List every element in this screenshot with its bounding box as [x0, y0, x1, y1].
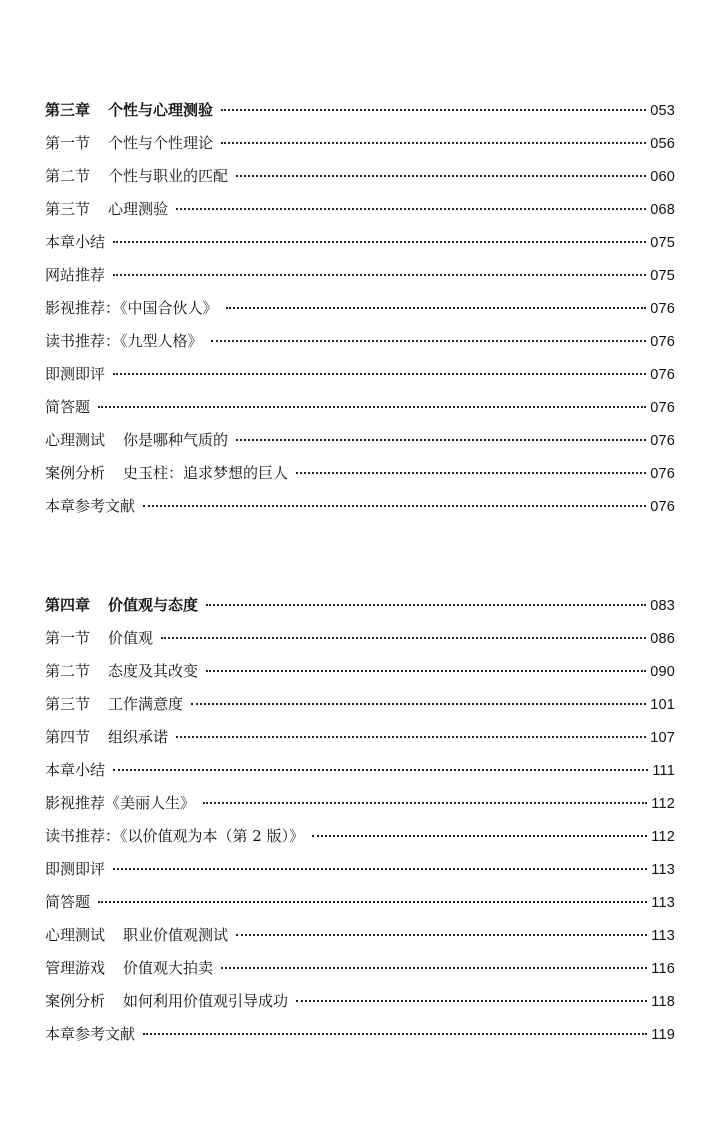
toc-entry-label [45, 127, 213, 160]
dot-leader [113, 867, 647, 870]
toc-entry-label [45, 292, 218, 325]
chapter-heading[interactable] [45, 94, 675, 127]
entry-prefix: 第三节 [45, 200, 91, 218]
toc-entry[interactable] [45, 820, 675, 853]
dot-leader [211, 339, 647, 342]
toc-entry[interactable] [45, 1018, 675, 1051]
entry-prefix: 管理游戏 [45, 959, 106, 977]
toc-entry[interactable] [45, 259, 675, 292]
entry-title: 工作满意度 [108, 695, 184, 713]
toc-entry[interactable] [45, 721, 675, 754]
page-number: 076 [650, 466, 675, 482]
entry-title: 即测即评 [45, 365, 106, 383]
page-number: 056 [650, 136, 675, 152]
toc-entry-label [45, 424, 228, 457]
dot-leader [191, 702, 646, 705]
toc-entry-label [45, 1018, 135, 1051]
page-number: 083 [650, 598, 675, 614]
toc-entry-label [45, 985, 288, 1018]
toc-entry[interactable] [45, 853, 675, 886]
dot-leader [203, 801, 647, 804]
toc-entry[interactable] [45, 292, 675, 325]
chapter-label [45, 589, 198, 622]
page-number: 112 [651, 796, 675, 812]
toc-entry-label [45, 721, 168, 754]
entry-title: 态度及其改变 [108, 662, 199, 680]
chapter-heading[interactable] [45, 589, 675, 622]
entry-title: 你是哪种气质的 [123, 431, 229, 449]
chapter-title: 价值观与态度 [108, 596, 199, 614]
dot-leader [176, 207, 646, 210]
toc-entry-label [45, 754, 105, 787]
page-number: 090 [650, 664, 675, 680]
dot-leader [296, 999, 647, 1002]
page-number: 113 [651, 862, 675, 878]
dot-leader [176, 735, 646, 738]
toc-entry-label [45, 490, 135, 523]
toc-section-chapter-4 [45, 589, 675, 1051]
page-number: 113 [651, 928, 675, 944]
toc-entry[interactable] [45, 688, 675, 721]
toc-entry-label [45, 622, 153, 655]
toc-entry[interactable] [45, 193, 675, 226]
toc-entry-label [45, 259, 105, 292]
entry-prefix: 心理测试 [45, 431, 106, 449]
entry-title: 本章小结 [45, 761, 106, 779]
page-number: 068 [650, 202, 675, 218]
page-number: 119 [651, 1027, 675, 1043]
page-number: 118 [651, 994, 675, 1010]
entry-title: 简答题 [45, 398, 91, 416]
page-number: 113 [651, 895, 675, 911]
entry-prefix: 案例分析 [45, 464, 106, 482]
entry-prefix: 心理测试 [45, 926, 106, 944]
entry-prefix: 第二节 [45, 167, 91, 185]
entry-title: 简答题 [45, 893, 91, 911]
page-number: 116 [651, 961, 675, 977]
entry-title: 本章参考文献 [45, 1025, 136, 1043]
page-number: 107 [650, 730, 675, 746]
dot-leader [98, 900, 647, 903]
dot-leader [296, 471, 646, 474]
toc-entry[interactable] [45, 622, 675, 655]
dot-leader [221, 141, 646, 144]
entry-prefix: 第一节 [45, 134, 91, 152]
page-number: 101 [650, 697, 675, 713]
page-number: 086 [650, 631, 675, 647]
toc-entry-label [45, 952, 213, 985]
toc-entry-label [45, 655, 198, 688]
entry-title: 如何利用价值观引导成功 [123, 992, 289, 1010]
page-number: 075 [650, 235, 675, 251]
toc-entry[interactable] [45, 391, 675, 424]
page-number: 112 [651, 829, 675, 845]
page-number: 075 [650, 268, 675, 284]
dot-leader [143, 504, 646, 507]
dot-leader [226, 306, 647, 309]
entry-title: 价值观大拍卖 [123, 959, 214, 977]
entry-title: 影视推荐：《中国合伙人》 [45, 299, 218, 317]
dot-leader [236, 174, 646, 177]
dot-leader [161, 636, 646, 639]
page-number: 076 [650, 301, 675, 317]
toc-entry-label [45, 820, 304, 853]
toc-entry[interactable] [45, 226, 675, 259]
chapter-number: 第三章 [45, 101, 91, 119]
dot-leader [221, 966, 647, 969]
toc-entry-label [45, 688, 183, 721]
dot-leader [113, 372, 646, 375]
entry-title: 史玉柱：追求梦想的巨人 [123, 464, 289, 482]
entry-title: 即测即评 [45, 860, 106, 878]
dot-leader [236, 933, 647, 936]
page-number: 076 [650, 433, 675, 449]
toc-entry[interactable] [45, 457, 675, 490]
page-number: 053 [650, 103, 675, 119]
entry-title: 个性与个性理论 [108, 134, 214, 152]
entry-prefix: 第四节 [45, 728, 91, 746]
toc-entry-label [45, 160, 228, 193]
dot-leader [221, 108, 646, 111]
entry-title: 读书推荐：《以价值观为本（第 2 版）》 [45, 827, 305, 845]
entry-title: 网站推荐 [45, 266, 106, 284]
entry-prefix: 第二节 [45, 662, 91, 680]
toc-entry-label [45, 886, 90, 919]
entry-title: 价值观 [108, 629, 154, 647]
entry-title: 本章参考文献 [45, 497, 136, 515]
toc-entry-label [45, 193, 168, 226]
chapter-title: 个性与心理测验 [108, 101, 214, 119]
entry-title: 组织承诺 [108, 728, 169, 746]
toc-entry-label [45, 457, 288, 490]
entry-prefix: 案例分析 [45, 992, 106, 1010]
dot-leader [206, 603, 646, 606]
page-number: 111 [652, 763, 675, 779]
toc-entry[interactable] [45, 952, 675, 985]
chapter-label [45, 94, 213, 127]
page-number: 076 [650, 400, 675, 416]
toc-entry-label [45, 325, 203, 358]
entry-prefix: 第一节 [45, 629, 91, 647]
toc-entry[interactable] [45, 754, 675, 787]
dot-leader [206, 669, 646, 672]
entry-title: 职业价值观测试 [123, 926, 229, 944]
toc-entry[interactable] [45, 160, 675, 193]
toc-entry[interactable] [45, 127, 675, 160]
dot-leader [236, 438, 646, 441]
toc-entry[interactable] [45, 325, 675, 358]
toc-entry[interactable] [45, 490, 675, 523]
toc-entry[interactable] [45, 358, 675, 391]
page-number: 076 [650, 334, 675, 350]
dot-leader [98, 405, 646, 408]
toc-entry-label [45, 226, 105, 259]
page-number: 076 [650, 499, 675, 515]
toc-entry-label [45, 919, 228, 952]
toc-entry-label [45, 391, 90, 424]
toc-entry[interactable] [45, 787, 675, 820]
entry-title: 本章小结 [45, 233, 106, 251]
dot-leader [113, 768, 648, 771]
toc-entry-label [45, 358, 105, 391]
page-number: 076 [650, 367, 675, 383]
page-number: 060 [650, 169, 675, 185]
entry-title: 读书推荐：《九型人格》 [45, 332, 203, 350]
toc-entry[interactable] [45, 655, 675, 688]
toc-entry[interactable] [45, 919, 675, 952]
dot-leader [113, 240, 646, 243]
toc-section-chapter-3 [45, 94, 675, 523]
entry-prefix: 第三节 [45, 695, 91, 713]
entry-title: 个性与职业的匹配 [108, 167, 229, 185]
dot-leader [113, 273, 646, 276]
toc-entry[interactable] [45, 424, 675, 457]
toc-entry[interactable] [45, 985, 675, 1018]
entry-title: 影视推荐《美丽人生》 [45, 794, 196, 812]
toc-entry-label [45, 853, 105, 886]
dot-leader [312, 834, 647, 837]
toc-entry[interactable] [45, 886, 675, 919]
dot-leader [143, 1032, 647, 1035]
entry-title: 心理测验 [108, 200, 169, 218]
chapter-number: 第四章 [45, 596, 91, 614]
toc-entry-label [45, 787, 195, 820]
